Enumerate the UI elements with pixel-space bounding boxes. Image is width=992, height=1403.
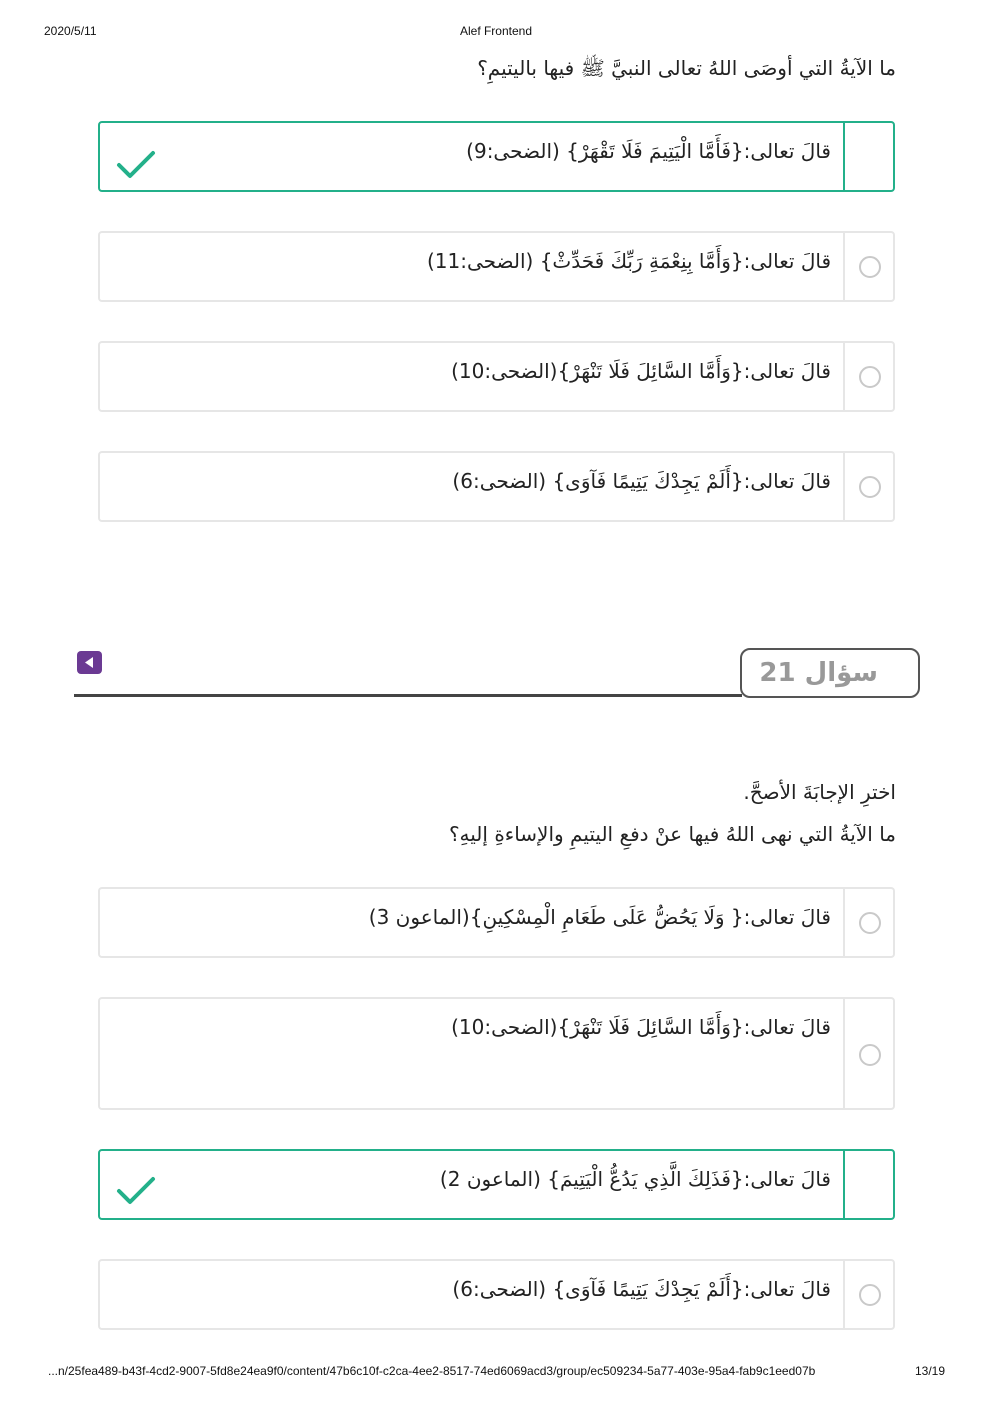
back-arrow-button[interactable]	[77, 651, 102, 674]
q2-option-4-label: قالَ تعالى:{أَلَمْ يَجِدْكَ يَتِيمًا فَآوَى} (الضحى:6)	[452, 1277, 831, 1301]
page-header-title: Alef Frontend	[459, 24, 533, 38]
q2-option-1-label: قالَ تعالى:{ وَلَا يَحُضُّ عَلَى طَعَامِ الْمِسْكِينِ}(الماعون 3)	[368, 905, 831, 929]
q2-option-4[interactable]	[98, 1259, 895, 1330]
question-divider	[74, 694, 742, 697]
q2-option-4-selector[interactable]	[843, 1261, 893, 1328]
radio-icon[interactable]	[859, 476, 881, 498]
page-number: 13/19	[915, 1364, 946, 1378]
checkmark-icon	[116, 149, 156, 181]
q1-option-2[interactable]	[98, 231, 895, 302]
question-2-instruction: اخترِ الإجابَةَ الأصحَّ.	[743, 780, 896, 804]
q1-option-4[interactable]	[98, 451, 895, 522]
q1-option-4-label: قالَ تعالى:{أَلَمْ يَجِدْكَ يَتِيمًا فَآوَى} (الضحى:6)	[452, 469, 831, 493]
radio-icon[interactable]	[859, 912, 881, 934]
q1-option-1-selector[interactable]	[843, 123, 893, 190]
print-date: 2020/5/11	[44, 24, 97, 38]
q2-option-1[interactable]	[98, 887, 895, 958]
question-number-tab	[740, 648, 920, 698]
q2-option-2-selector[interactable]	[843, 999, 893, 1108]
q2-option-1-selector[interactable]	[843, 889, 893, 956]
question-2-text: ما الآيةُ التي نهى اللهُ فيها عنْ دفعِ اليتيمِ والإساءةِ إليهِ؟	[448, 822, 896, 846]
triangle-left-icon	[83, 656, 95, 669]
q1-option-3-selector[interactable]	[843, 343, 893, 410]
radio-icon[interactable]	[859, 1284, 881, 1306]
q2-option-2[interactable]	[98, 997, 895, 1110]
q1-option-1[interactable]	[98, 121, 895, 192]
q1-option-4-selector[interactable]	[843, 453, 893, 520]
q1-option-1-label: قالَ تعالى:{فَأَمَّا الْيَتِيمَ فَلَا تَقْهَرْ} (الضحى:9)	[466, 139, 831, 163]
q1-option-2-selector[interactable]	[843, 233, 893, 300]
question-1-text: ما الآيةُ التي أوصَى اللهُ تعالى النبيَّ ﷺ فيها باليتيمِ؟	[477, 56, 896, 80]
page-url: ...n/25fea489-b43f-4cd2-9007-5fd8e24ea9f0/content/47b6c10f-c2ca-4ee2-8517-74ed6069acd3/group/ec509234-5a77-403e-95a4-fab9c1eed07b	[48, 1364, 816, 1378]
q2-option-3-label: قالَ تعالى:{فَذَلِكَ الَّذِي يَدُعُّ الْيَتِيمَ} (الماعون 2)	[439, 1167, 831, 1191]
radio-icon[interactable]	[859, 256, 881, 278]
q2-option-2-label: قالَ تعالى:{وَأَمَّا السَّائِلَ فَلَا تَنْهَرْ}(الضحى:10)	[451, 1015, 831, 1039]
radio-icon[interactable]	[859, 1044, 881, 1066]
checkmark-icon	[116, 1175, 156, 1207]
q2-option-3-selector[interactable]	[843, 1151, 893, 1218]
q2-option-3[interactable]	[98, 1149, 895, 1220]
q1-option-3[interactable]	[98, 341, 895, 412]
q1-option-3-label: قالَ تعالى:{وَأَمَّا السَّائِلَ فَلَا تَنْهَرْ}(الضحى:10)	[451, 359, 831, 383]
q1-option-2-label: قالَ تعالى:{وَأَمَّا بِنِعْمَةِ رَبِّكَ فَحَدِّثْ} (الضحى:11)	[426, 249, 831, 273]
question-number-label: سؤال 21	[759, 658, 878, 688]
radio-icon[interactable]	[859, 366, 881, 388]
